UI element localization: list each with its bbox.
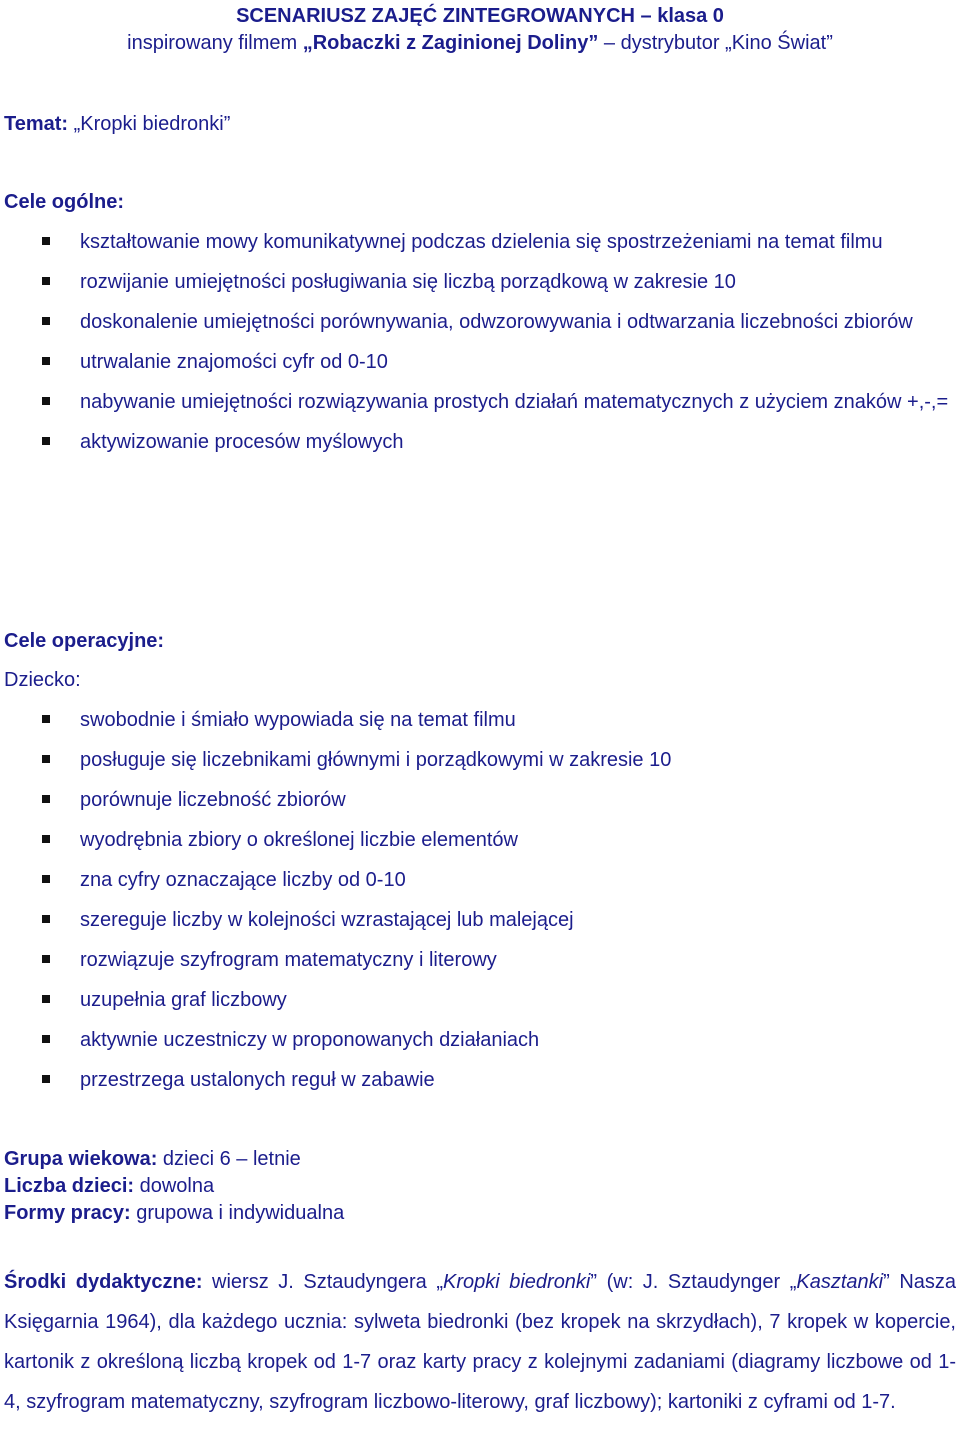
work-forms-value: grupowa i indywidualna <box>130 1202 345 1224</box>
film-title: „Robaczki z Zaginionej Doliny” <box>302 32 599 54</box>
bullet-square-icon <box>42 437 50 445</box>
age-group-value: dzieci 6 – letnie <box>157 1148 301 1170</box>
list-item: kształtowanie mowy komunikatywnej podczas dzielenia się spostrzeżeniami na temat filmu <box>0 222 960 262</box>
bullet-square-icon <box>42 277 50 285</box>
operational-goals-heading: Cele operacyjne: <box>4 630 165 652</box>
list-item: zna cyfry oznaczające liczby od 0-10 <box>0 860 960 900</box>
bullet-square-icon <box>42 317 50 325</box>
age-group-line <box>4 1146 301 1172</box>
didactic-means-paragraph: Środki dydaktyczne: wiersz J. Sztaudyngera „Kropki biedronki” (w: J. Sztaudynger „Kasztanki” Nasza Księgarnia 1964), dla każdego ucznia: sylweta biedronki (bez kropek na skrzydłach), 7 kropek w kopercie, kartonik z określoną liczbą kropek od 1-7 oraz karty pracy z kolejnymi zadaniami (diagramy liczbowe od 1-4, szyfrogram matematyczny, szyfrogram liczbowo-literowy, graf liczbowy); kartoniki z cyframi od 1-7. <box>4 1271 957 1413</box>
list-item: doskonalenie umiejętności porównywania, odwzorowywania i odtwarzania liczebności zbiorów <box>0 302 960 342</box>
list-item: utrwalanie znajomości cyfr od 0-10 <box>0 342 960 382</box>
list-item: przestrzega ustalonych reguł w zabawie <box>0 1060 960 1100</box>
book-title: Kasztanki <box>796 1271 884 1293</box>
children-count-label: Liczba dzieci: <box>4 1175 135 1197</box>
topic-line <box>4 111 230 137</box>
work-forms-label: Formy pracy: <box>4 1202 131 1224</box>
bullet-square-icon <box>42 835 50 843</box>
children-count-value: dowolna <box>134 1175 215 1197</box>
bullet-square-icon <box>42 715 50 723</box>
subtitle-suffix: – dystrybutor „Kino Świat” <box>598 32 833 54</box>
list-item: posługuje się liczebnikami głównymi i porządkowymi w zakresie 10 <box>0 740 960 780</box>
operational-goals-subheading: Dziecko: <box>4 669 81 691</box>
didactic-means-label: Środki dydaktyczne: <box>4 1271 203 1293</box>
bullet-square-icon <box>42 915 50 923</box>
bullet-square-icon <box>42 755 50 763</box>
list-item: porównuje liczebność zbiorów <box>0 780 960 820</box>
document-title: SCENARIUSZ ZAJĘĆ ZINTEGROWANYCH – klasa 0 <box>236 5 724 27</box>
bullet-square-icon <box>42 357 50 365</box>
list-item: aktywnie uczestniczy w proponowanych działaniach <box>0 1020 960 1060</box>
list-item: szereguje liczby w kolejności wzrastającej lub malejącej <box>0 900 960 940</box>
age-group-label: Grupa wiekowa: <box>4 1148 158 1170</box>
subtitle-prefix: inspirowany filmem <box>127 32 303 54</box>
bullet-square-icon <box>42 1035 50 1043</box>
poem-title: Kropki biedronki <box>442 1271 591 1293</box>
list-item: swobodnie i śmiało wypowiada się na temat filmu <box>0 700 960 740</box>
list-item: uzupełnia graf liczbowy <box>0 980 960 1020</box>
list-item: nabywanie umiejętności rozwiązywania prostych działań matematycznych z użyciem znaków +,-,= <box>0 382 960 422</box>
bullet-square-icon <box>42 875 50 883</box>
bullet-square-icon <box>42 1075 50 1083</box>
list-item: wyodrębnia zbiory o określonej liczbie elementów <box>0 820 960 860</box>
topic-value: „Kropki biedronki” <box>68 113 231 135</box>
list-item: aktywizowanie procesów myślowych <box>0 422 960 462</box>
general-goals-heading: Cele ogólne: <box>4 191 125 213</box>
children-count-line <box>4 1173 214 1199</box>
bullet-square-icon <box>42 795 50 803</box>
list-item: rozwiązuje szyfrogram matematyczny i literowy <box>0 940 960 980</box>
list-item: rozwijanie umiejętności posługiwania się liczbą porządkową w zakresie 10 <box>0 262 960 302</box>
bullet-square-icon <box>42 955 50 963</box>
bullet-square-icon <box>42 397 50 405</box>
bullet-square-icon <box>42 995 50 1003</box>
general-goals-list <box>0 222 960 462</box>
document-subtitle <box>0 30 960 56</box>
topic-label: Temat: <box>4 113 69 135</box>
bullet-square-icon <box>42 237 50 245</box>
operational-goals-list <box>0 700 960 1100</box>
work-forms-line <box>4 1200 344 1226</box>
